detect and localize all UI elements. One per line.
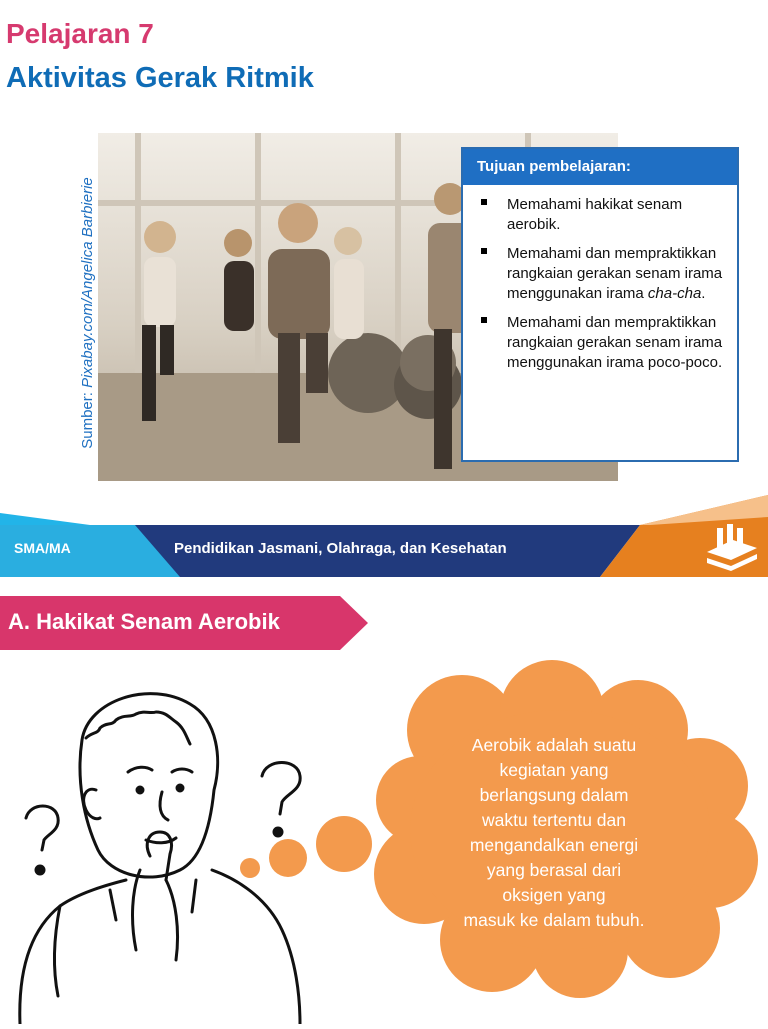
objective-item: Memahami dan mempraktikkan rangkaian gerakan senam irama menggunakan irama cha-cha. xyxy=(481,244,725,304)
aerobic-definition-text: Aerobik adalah suatu kegiatan yang berlangsung dalam waktu tertentu dan mengandalkan energi yang berasal dari oksigen yang masuk ke dalam tubuh. xyxy=(463,735,645,930)
objective-item: Memahami hakikat senam aerobik. xyxy=(481,195,725,235)
lesson-number: Pelajaran 7 xyxy=(6,18,154,49)
lesson-title: Aktivitas Gerak Ritmik xyxy=(6,62,314,94)
objectives-list xyxy=(463,185,737,373)
objectives-header: Tujuan pembelajaran: xyxy=(463,149,737,185)
objective-item: Memahami dan mempraktikkan rangkaian gerakan senam irama menggunakan irama poco-poco. xyxy=(481,313,725,373)
section-title: A. Hakikat Senam Aerobik xyxy=(8,609,280,634)
footer-subject-label: Pendidikan Jasmani, Olahraga, dan Kesehatan xyxy=(174,540,507,557)
footer-level-label: SMA/MA xyxy=(14,540,71,556)
photo-source-credit: Sumber: Pixabay.com/Angelica Barbierie xyxy=(79,177,96,449)
learning-objectives-box xyxy=(461,147,739,462)
footer-band xyxy=(0,495,768,577)
bullet-icon xyxy=(481,317,487,323)
bullet-icon xyxy=(481,199,487,205)
book-logo-icon xyxy=(703,522,761,572)
bullet-icon xyxy=(481,248,487,254)
